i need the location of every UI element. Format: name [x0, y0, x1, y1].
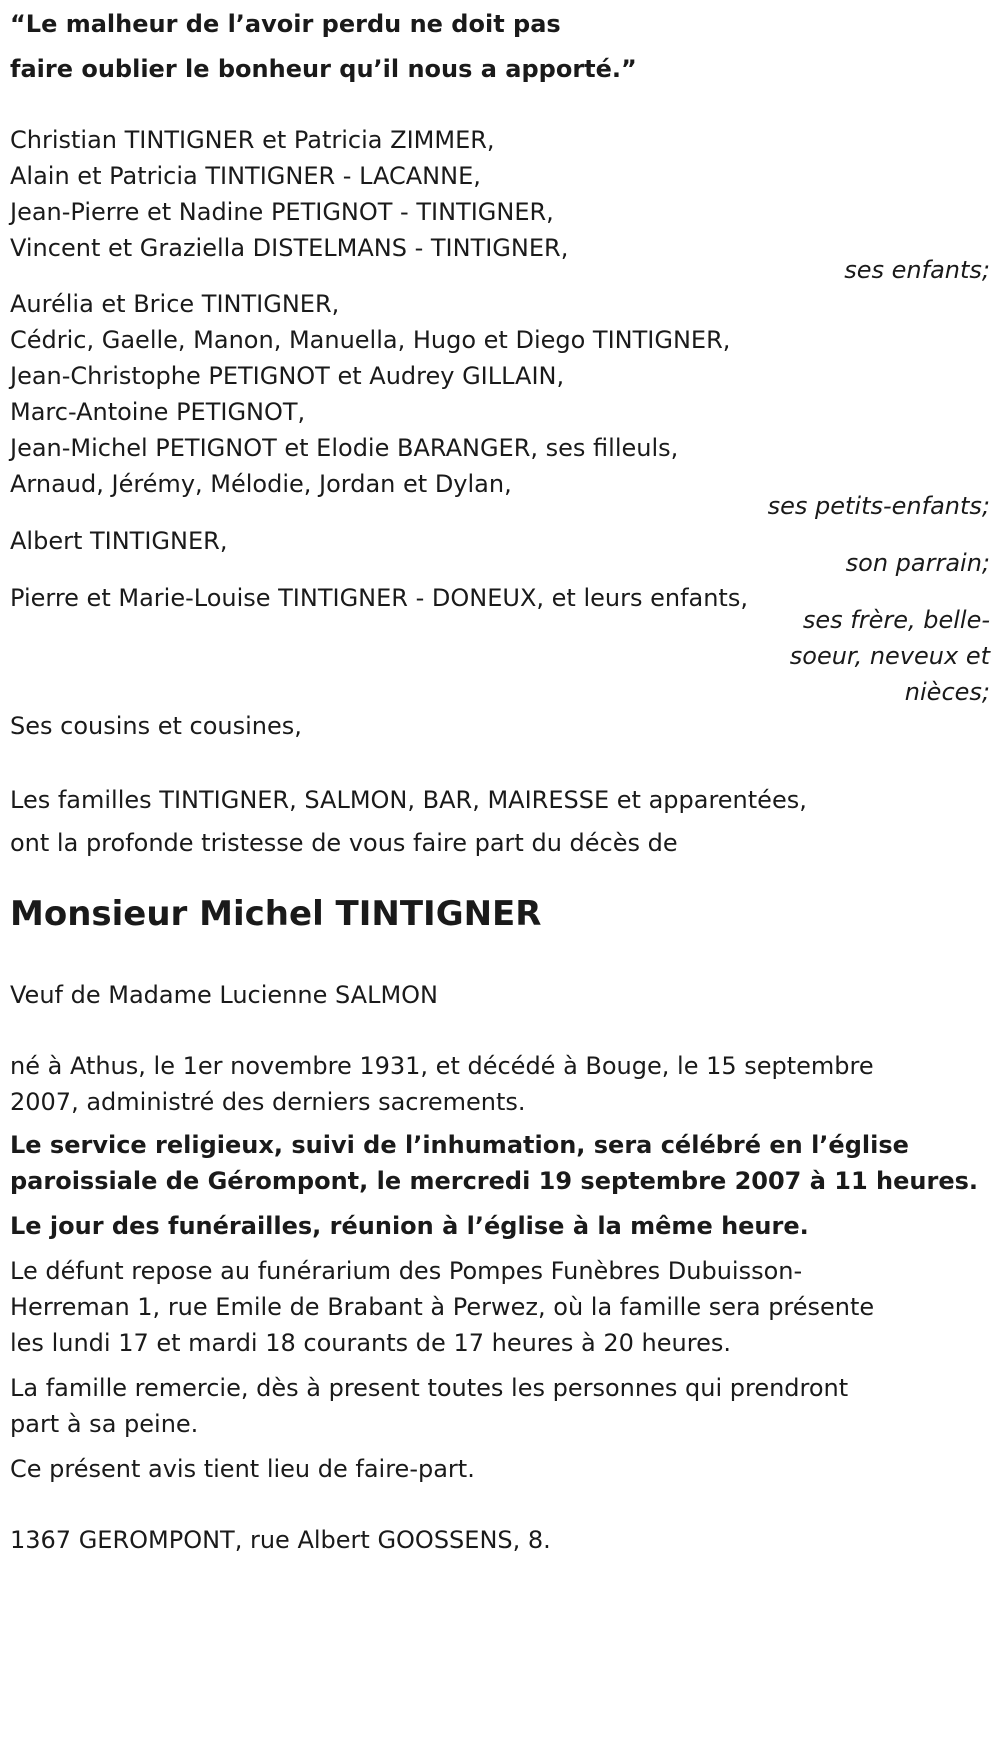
child-entry: Vincent et Graziella DISTELMANS - TINTIGNER, [10, 234, 569, 262]
birth-death-line: né à Athus, le 1er novembre 1931, et décédé à Bouge, le 15 septembre [10, 1052, 874, 1080]
grandchild-entry: Cédric, Gaelle, Manon, Manuella, Hugo et Diego TINTIGNER, [10, 326, 731, 354]
grandchild-entry: Aurélia et Brice TINTIGNER, [10, 290, 340, 318]
deceased-name: Monsieur Michel TINTIGNER [10, 894, 542, 934]
godfather-role: son parrain; [845, 549, 990, 577]
siblings-role-line: ses frère, belle- [802, 606, 990, 634]
widower-text: Veuf de Madame Lucienne SALMON [10, 981, 438, 1009]
service-line: paroissiale de Gérompont, le mercredi 19 septembre 2007 à 11 heures. [10, 1167, 979, 1195]
thanks-line: part à sa peine. [10, 1410, 199, 1438]
families-entry: Les familles TINTIGNER, SALMON, BAR, MAIRESSE et apparentées, [10, 786, 807, 814]
quote-line-1: “Le malheur de l’avoir perdu ne doit pas [10, 10, 561, 38]
grandchild-entry: Marc-Antoine PETIGNOT, [10, 398, 306, 426]
birth-death-line: 2007, administré des derniers sacrements. [10, 1088, 526, 1116]
children-role: ses enfants; [844, 256, 990, 284]
thanks-line: La famille remercie, dès à present toutes les personnes qui prendront [10, 1374, 849, 1402]
godfather-entry: Albert TINTIGNER, [10, 527, 228, 555]
siblings-entry: Pierre et Marie-Louise TINTIGNER - DONEUX, et leurs enfants, [10, 584, 748, 612]
grandchild-entry: Arnaud, Jérémy, Mélodie, Jordan et Dylan, [10, 470, 512, 498]
notice-text: Ce présent avis tient lieu de faire-part. [10, 1455, 475, 1483]
grandchild-entry: Jean-Michel PETIGNOT et Elodie BARANGER, ses filleuls, [10, 434, 679, 462]
child-entry: Jean-Pierre et Nadine PETIGNOT - TINTIGNER, [10, 198, 554, 226]
rest-line: Le défunt repose au funérarium des Pompes Funèbres Dubuisson- [10, 1257, 803, 1285]
child-entry: Christian TINTIGNER et Patricia ZIMMER, [10, 126, 495, 154]
grandchild-entry: Jean-Christophe PETIGNOT et Audrey GILLAIN, [10, 362, 565, 390]
siblings-role-line: soeur, neveux et [789, 642, 990, 670]
rest-line: les lundi 17 et mardi 18 courants de 17 heures à 20 heures. [10, 1329, 731, 1357]
quote-line-2: faire oublier le bonheur qu’il nous a apporté.” [10, 55, 637, 83]
funeral-day-text: Le jour des funérailles, réunion à l’église à la même heure. [10, 1212, 809, 1240]
grandchildren-role: ses petits-enfants; [767, 492, 990, 520]
service-line: Le service religieux, suivi de l’inhumation, sera célébré en l’église [10, 1131, 909, 1159]
cousins-entry: Ses cousins et cousines, [10, 712, 302, 740]
announcement-text: ont la profonde tristesse de vous faire part du décès de [10, 829, 678, 857]
rest-line: Herreman 1, rue Emile de Brabant à Perwez, où la famille sera présente [10, 1293, 875, 1321]
siblings-role-line: nièces; [904, 678, 990, 706]
child-entry: Alain et Patricia TINTIGNER - LACANNE, [10, 162, 481, 190]
address-text: 1367 GEROMPONT, rue Albert GOOSSENS, 8. [10, 1526, 551, 1554]
